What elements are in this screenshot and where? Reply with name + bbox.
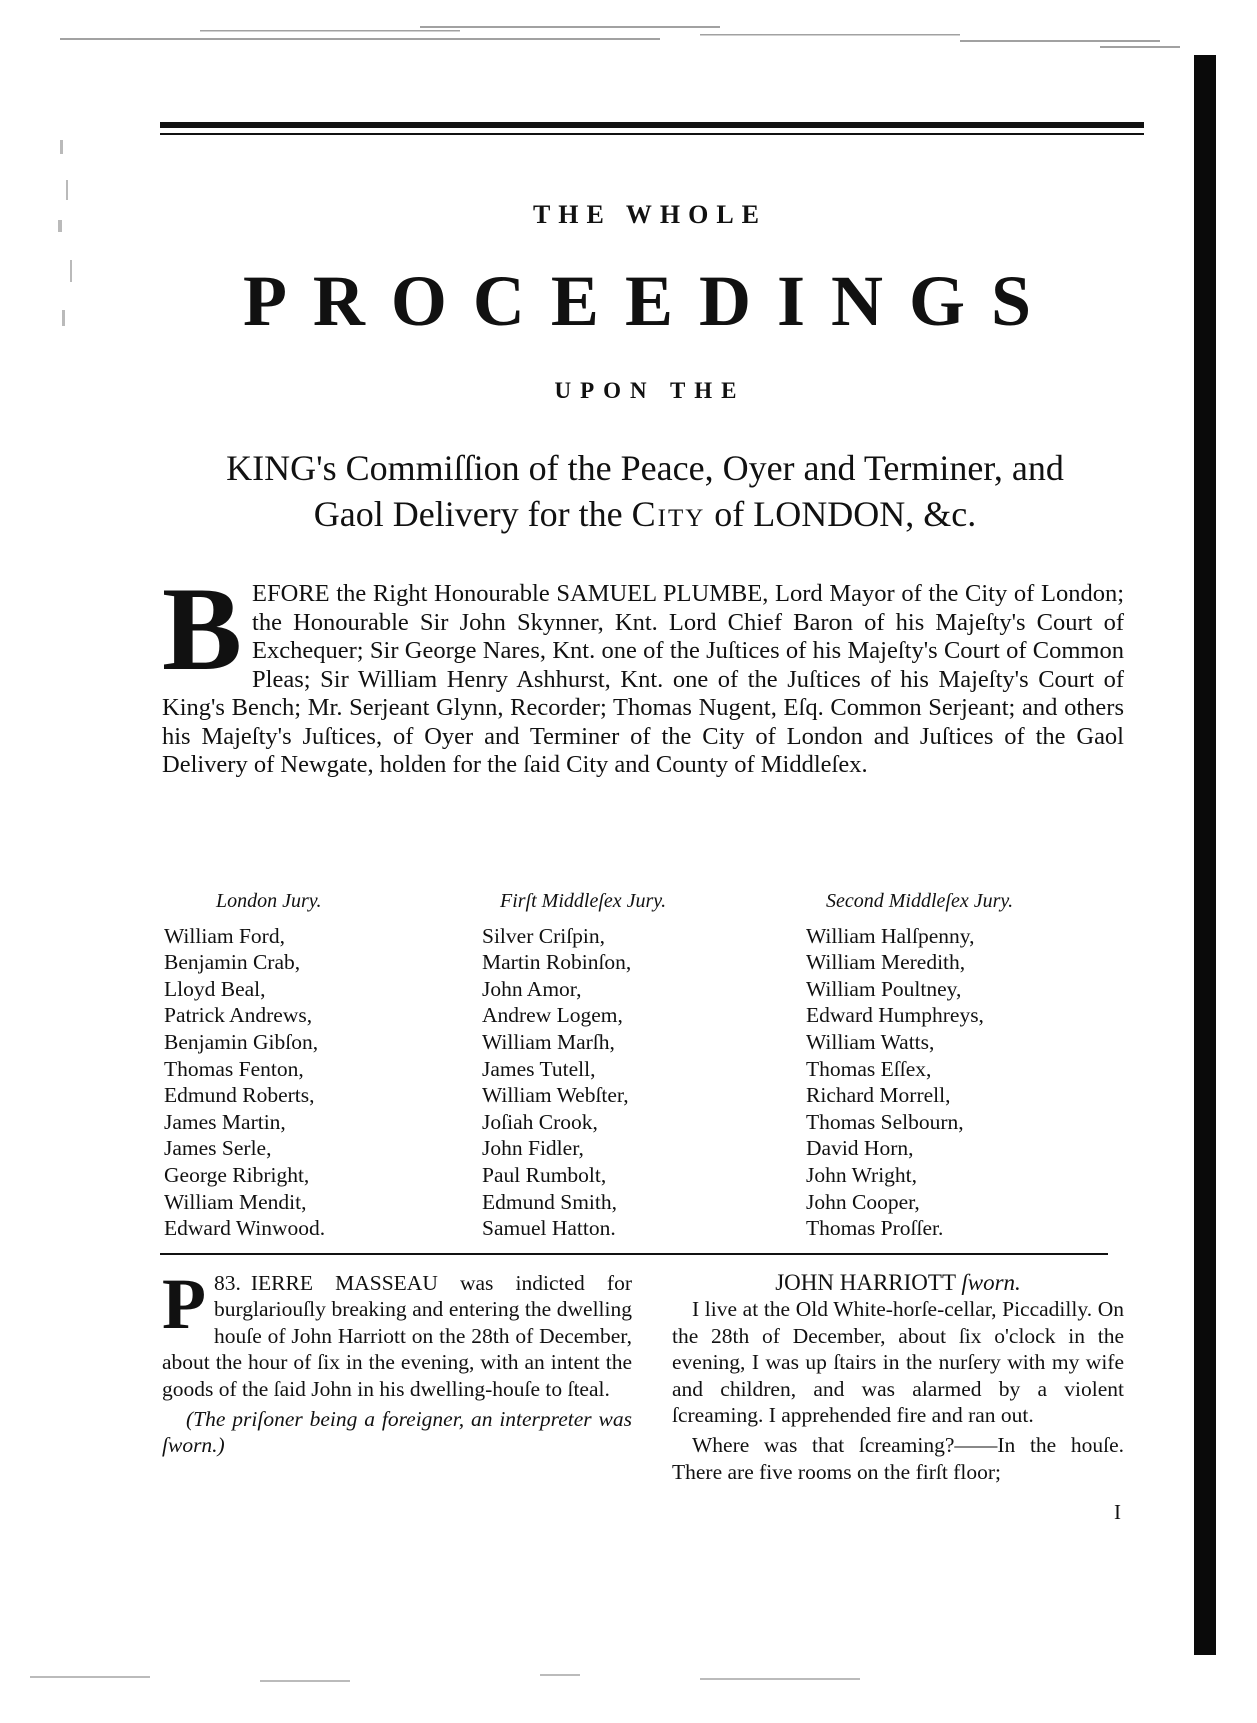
- witness-heading: [672, 1270, 1124, 1296]
- scan-noise-bottom: [0, 1660, 1257, 1700]
- witness-sworn: ſworn.: [961, 1270, 1021, 1295]
- commission-line-a: KING's Commiſſion of the Peace, Oyer and Terminer, and: [226, 448, 1064, 488]
- juror: Martin Robinſon,: [482, 950, 632, 975]
- juror: Lloyd Beal,: [164, 976, 266, 1001]
- juror: William Mendit,: [164, 1189, 307, 1214]
- title-line-3: UPON THE: [554, 378, 746, 403]
- interpreter-note: (The priſoner being a foreigner, an interpreter was ſworn.): [162, 1407, 632, 1458]
- jury-list: [164, 923, 414, 1242]
- intro-paragraph: [162, 562, 1124, 780]
- second-middlesex-jury: [806, 888, 1106, 1242]
- witness-testimony: [672, 1270, 1124, 1485]
- commission-city: City: [631, 494, 706, 534]
- juror: Thomas Fenton,: [164, 1056, 304, 1081]
- first-middlesex-jury: [482, 888, 742, 1242]
- juror: William Watts,: [806, 1029, 935, 1054]
- juror: David Horn,: [806, 1136, 914, 1161]
- jury-title: Firſt Middleſex Jury.: [500, 890, 667, 912]
- witness-name: JOHN HARRIOTT: [775, 1270, 956, 1295]
- juror: William Halſpenny,: [806, 923, 975, 948]
- catchword: I: [1114, 1500, 1121, 1524]
- title-proceedings: PROCEEDINGS: [242, 261, 1058, 341]
- london-jury: [164, 888, 414, 1242]
- juror: John Wright,: [806, 1162, 918, 1187]
- juror: Andrew Logem,: [482, 1003, 623, 1028]
- scan-noise-top: [0, 0, 1257, 80]
- juror: William Poultney,: [806, 976, 962, 1001]
- commission-line-b: Gaol Delivery for the City of LONDON, &c.: [313, 494, 977, 534]
- juror: John Cooper,: [806, 1189, 920, 1214]
- juror: Silver Criſpin,: [482, 923, 606, 948]
- intro-text: EFORE the Right Honourable SAMUEL PLUMBE, Lord Mayor of the City of London; the Honourable Sir John Skynner, Knt. Lord Chief Baron of his Majeſty's Court of Exchequer; Sir George Nares, Knt. one of the Juſtices of his Majeſty's Court of Common Pleas; Sir William Henry Ashhurst, Knt. one of the Juſtices of his Majeſty's Court of King's Bench; Mr. Serjeant Glynn, Recorder; Thomas Nugent, Eſq. Common Serjeant; and others his Majeſty's Juſtices, of Oyer and Terminer of the City of London and Juſtices of the Gaol Delivery of Newgate, holden for the ſaid City and County of Middleſex.: [162, 580, 1124, 778]
- case-text: IERRE MASSEAU was indicted for burglariouſly breaking and entering the dwelling houſe of John Harriott on the 28th of December, about the hour of ſix in the evening, with an intent the goods of the ſaid John in his dwelling-houſe to ſteal.: [162, 1271, 632, 1401]
- jury-title: Second Middleſex Jury.: [826, 890, 1014, 912]
- juror: William Webſter,: [482, 1083, 629, 1108]
- case-83: [162, 1264, 632, 1459]
- case-number: 83.: [213, 1271, 241, 1295]
- jury-title: London Jury.: [216, 890, 322, 912]
- juror: Samuel Hatton.: [482, 1216, 616, 1241]
- header-rule: [160, 122, 1144, 140]
- intro-dropcap: B: [162, 562, 243, 695]
- juror: Edmund Smith,: [482, 1189, 617, 1214]
- case-text-block: [162, 1264, 632, 1402]
- juror: Edward Humphreys,: [806, 1003, 984, 1028]
- title-line-1: THE WHOLE: [532, 200, 768, 229]
- witness-question: Where was that ſcreaming?——In the houſe. There are five rooms on the firſt floor;: [672, 1433, 1124, 1484]
- juror: Thomas Selbourn,: [806, 1109, 964, 1134]
- page-edge-shadow: [1194, 55, 1216, 1655]
- juror: Thomas Eſſex,: [806, 1056, 932, 1081]
- juror: Paul Rumbolt,: [482, 1162, 607, 1187]
- juror: Richard Morrell,: [806, 1083, 951, 1108]
- juror: George Ribright,: [164, 1162, 310, 1187]
- jury-list: [806, 923, 1106, 1242]
- juror: James Tutell,: [482, 1056, 596, 1081]
- juror: Edmund Roberts,: [164, 1083, 315, 1108]
- juror: Patrick Andrews,: [164, 1003, 313, 1028]
- juror: William Marſh,: [482, 1029, 615, 1054]
- juror: William Ford,: [164, 923, 285, 948]
- commission-heading: [150, 445, 1140, 537]
- juror: James Serle,: [164, 1136, 272, 1161]
- section-divider: [160, 1253, 1108, 1255]
- juror: John Amor,: [482, 976, 582, 1001]
- juror: William Meredith,: [806, 950, 966, 975]
- juror: Edward Winwood.: [164, 1216, 326, 1241]
- juror: James Martin,: [164, 1109, 286, 1134]
- jury-list: [482, 923, 742, 1242]
- case-dropcap: P: [162, 1264, 206, 1344]
- juror: Joſiah Crook,: [482, 1109, 598, 1134]
- juror: John Fidler,: [482, 1136, 584, 1161]
- juror: Benjamin Gibſon,: [164, 1029, 319, 1054]
- scan-noise-left: [0, 120, 90, 360]
- witness-statement: I live at the Old White-horſe-cellar, Piccadilly. On the 28th of December, about ſix o'clock in the evening, I was up ſtairs in the nurſery with my wife and children, and was alarmed by a violent ſcreaming. I apprehended fire and ran out.: [672, 1297, 1124, 1428]
- juror: Benjamin Crab,: [164, 950, 301, 975]
- juror: Thomas Proſſer.: [806, 1216, 944, 1241]
